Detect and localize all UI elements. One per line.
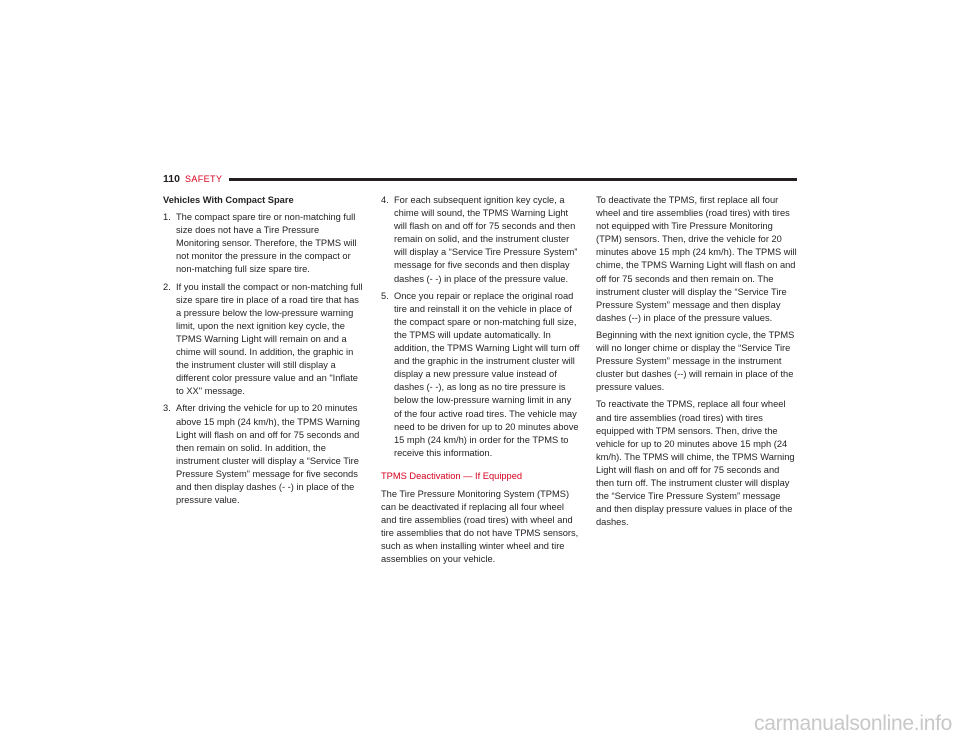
paragraph: To reactivate the TPMS, replace all four wheel and tire assemblies (road tires) with tires equipped with TPM sensors. Then, drive the vehicle for up to 20 minutes above 15 mph (24 km/h). The TPMS will chime, the TPMS Warning Light will flash on and off for 75 seconds and then turn off. The instrument cluster will display the “Service Tire Pressure System” message and then display pressure values in place of the dashes. — [596, 399, 795, 528]
watermark: carmanualsonline.info — [754, 712, 952, 735]
page-header — [163, 172, 797, 186]
list-text: If you install the compact or non-matching full size spare tire in place of a road tire that has a pressure below the low-pressure warning limit, upon the next ignition key cycle, the TPMS Warning Light will remain on and a chime will sound. In addition, the graphic in the instrument cluster will still display a different color pressure value and an "Inflate to XX" message. — [176, 281, 363, 397]
section-heading: Vehicles With Compact Spare — [163, 195, 294, 205]
list-text: After driving the vehicle for up to 20 minutes above 15 mph (24 km/h), the TPMS Warning Light will flash on and off for 75 seconds and then remain on solid. In addition, the instrument cluster will display a “Service Tire Pressure System” message for five seconds and then display dashes (- -) in place of the pressure value. — [176, 403, 360, 506]
column-1 — [163, 194, 363, 511]
list-number: 4. — [381, 195, 389, 205]
list-number: 2. — [163, 281, 171, 292]
list-text: The compact spare tire or non-matching full size does not have a Tire Pressure Monitoring sensor. Therefore, the TPMS will not monitor the pressure in the compact or non-matching full size spare tire. — [176, 212, 357, 275]
list-item — [381, 194, 581, 286]
paragraph: Beginning with the next ignition cycle, the TPMS will no longer chime or display the “Service Tire Pressure System” message in the instrument cluster but dashes (--) will remain in place of the pressure values. — [596, 329, 795, 393]
list-item — [163, 402, 363, 507]
list-number: 1. — [163, 212, 171, 223]
column-3 — [596, 194, 798, 533]
list-item — [381, 290, 581, 460]
list-item — [163, 281, 363, 399]
section-title: SAFETY — [184, 174, 223, 184]
column-2 — [381, 194, 581, 571]
list-number: 5. — [381, 290, 389, 301]
list-number: 3. — [163, 403, 171, 414]
list-item — [163, 211, 363, 276]
subsection-heading: TPMS Deactivation — If Equipped — [381, 470, 523, 481]
page-number: 110 — [163, 173, 180, 185]
header-rule — [229, 178, 797, 181]
list-text: Once you repair or replace the original road tire and reinstall it on the vehicle in place of the compact spare or non-matching full size, the TPMS will update automatically. In addition, the TPMS Warning Light will turn off and the graphic in the instrument cluster will display a new pressure value instead of dashes (- -), as long as no tire pressure is below the low-pressure warning limit in any of the four active road tires. The vehicle may need to be driven for up to 20 minutes above 15 mph (24 km/h) in order for the TPMS to receive this information. — [394, 290, 580, 458]
list-text: For each subsequent ignition key cycle, a chime will sound, the TPMS Warning Light will flash on and off for 75 seconds and then remain on solid, and the instrument cluster will display a “Service Tire Pressure System” message for five seconds and then display dashes (- -) in place of the pressure value. — [394, 195, 578, 284]
paragraph: To deactivate the TPMS, first replace all four wheel and tire assemblies (road tires) with tires not equipped with Tire Pressure Monitoring (TPM) sensors. Then, drive the vehicle for 20 minutes above 15 mph (24 km/h). The TPMS will chime, the TPMS Warning Light will flash on and off for 75 seconds and then remain on. The instrument cluster will display the “Service Tire Pressure System” message and then display dashes (--) in place of the pressure values. — [596, 195, 797, 323]
paragraph: The Tire Pressure Monitoring System (TPMS) can be deactivated if replacing all four wheel and tire assemblies (road tires) with wheel and tire assemblies that do not have TPMS sensors, such as when installing winter wheel and tire assemblies on your vehicle. — [381, 488, 579, 565]
